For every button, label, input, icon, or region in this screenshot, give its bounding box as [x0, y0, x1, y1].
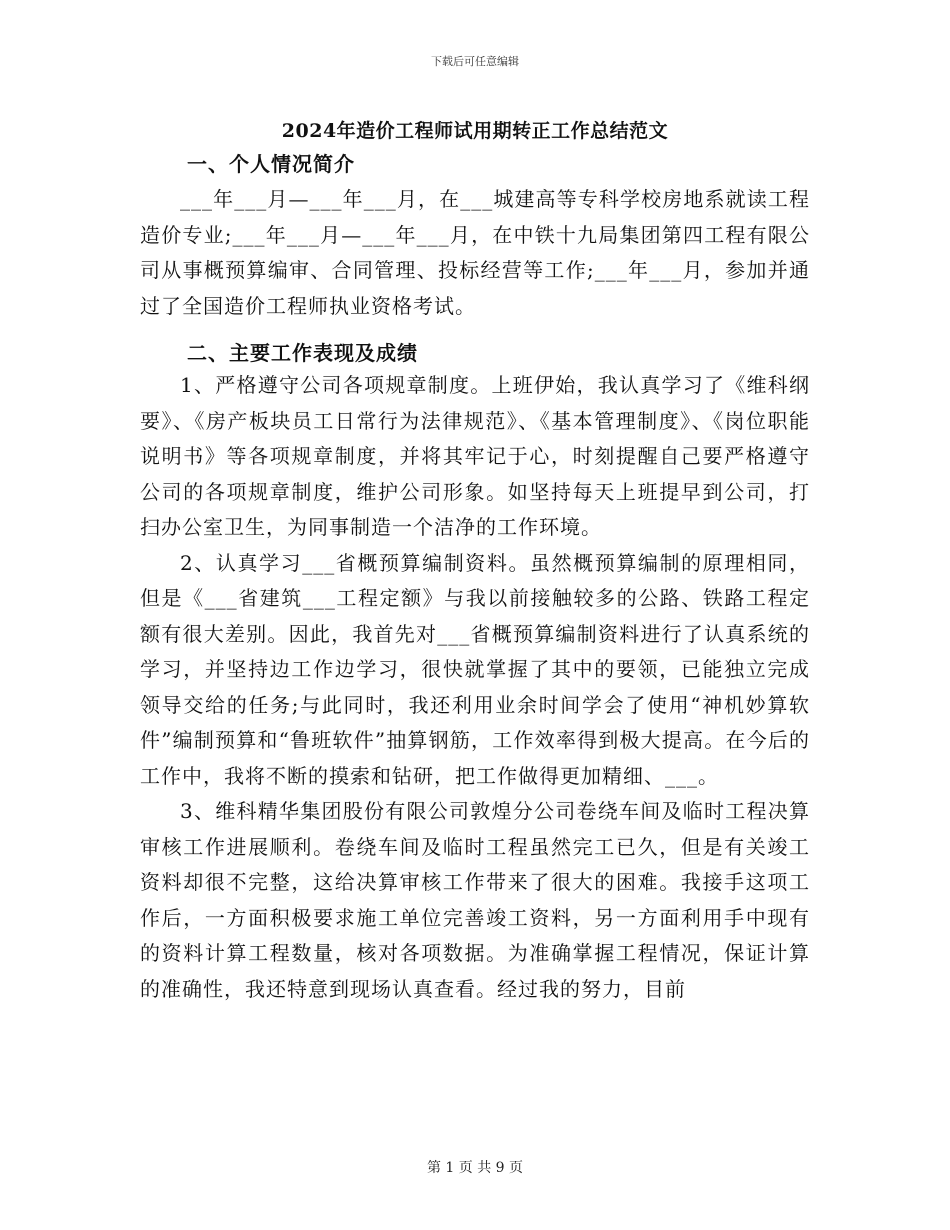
section-1-body	[140, 182, 810, 324]
section-2-body	[140, 368, 810, 1007]
document-title: 2024年造价工程师试用期转正工作总结范文	[281, 120, 669, 142]
paragraph: 1、严格遵守公司各项规章制度。上班伊始，我认真学习了《维科纲要》、《房产板块员工日常行为法律规范》、《基本管理制度》、《岗位职能说明书》等各项规章制度，并将其牢记于心，时刻提醒自己要严格遵守公司的各项规章制度，维护公司形象。如坚持每天上班提早到公司，打扫办公室卫生，为同事制造一个洁净的工作环境。	[140, 373, 810, 539]
paragraph: 3、维科精华集团股份有限公司敦煌分公司卷绕车间及临时工程决算审核工作进展顺利。卷绕车间及临时工程虽然完工已久，但是有关竣工资料却很不完整，这给决算审核工作带来了很大的困难。我接手这项工作后，一方面积极要求施工单位完善竣工资料，另一方面利用手中现有的资料计算工程数量，核对各项数据。为准确掌握工程情况，保证计算的准确性，我还特意到现场认真查看。经过我的努力，目前	[140, 799, 810, 1001]
header-note: 下载后可任意编辑	[431, 55, 519, 68]
section-heading-2: 二、主要工作表现及成绩	[187, 341, 418, 365]
paragraph: ___年___月—___年___月，在___城建高等专科学校房地系就读工程造价专业;___年___月—___年___月，在中铁十九局集团第四工程有限公司从事概预算编审、合同管理、投标经营等工作;___年___月，参加并通过了全国造价工程师执业资格考试。	[140, 187, 810, 318]
paragraph: 2、认真学习___省概预算编制资料。虽然概预算编制的原理相同，但是《___省建筑___工程定额》与我以前接触较多的公路、铁路工程定额有很大差别。因此，我首先对___省概预算编制资料进行了认真系统的学习，并坚持边工作边学习，很快就掌握了其中的要领，已能独立完成领导交给的任务;与此同时，我还利用业余时间学会了使用“神机妙算软件”编制预算和“鲁班软件”抽算钢筋，工作效率得到极大提高。在今后的工作中，我将不断的摸索和钻研，把工作做得更加精细、___。	[140, 550, 810, 788]
page-footer: 第 1 页 共 9 页	[426, 1160, 524, 1176]
section-heading-1: 一、个人情况简介	[187, 152, 355, 176]
